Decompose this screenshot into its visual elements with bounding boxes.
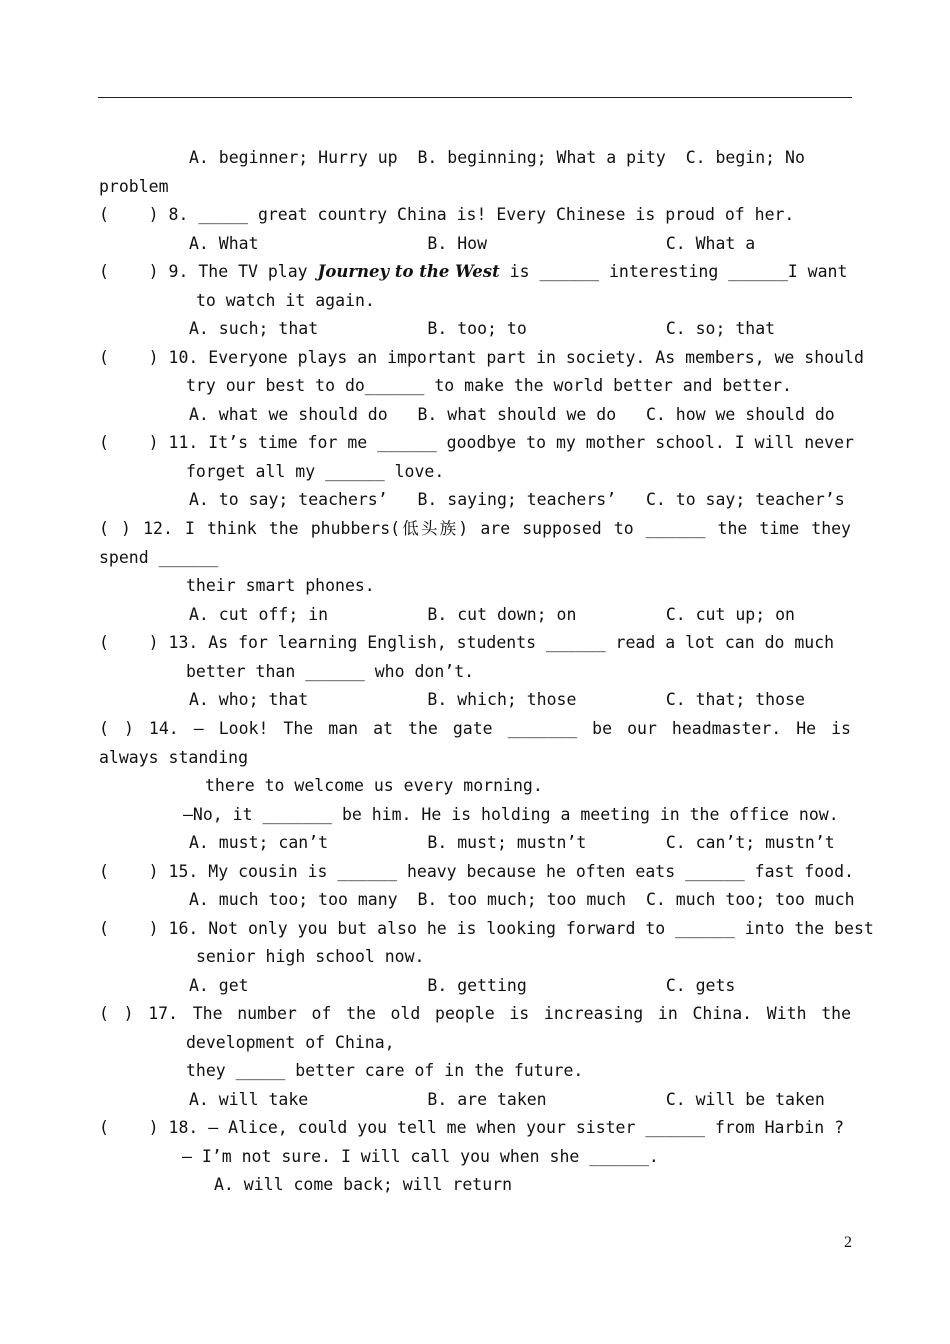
question-18: ( ) 18. — Alice, could you tell me when your sister ______ from Harbin ? bbox=[99, 1118, 845, 1137]
question-13-cont: better than ______ who don’t. bbox=[186, 662, 475, 681]
q18-option-a: A. will come back; will return bbox=[214, 1175, 513, 1194]
question-16: ( ) 16. Not only you but also he is looking forward to ______ into the best bbox=[99, 919, 874, 938]
question-17: ( ) 17. The number of the old people is increasing in China. With the bbox=[99, 1004, 851, 1023]
q11-options: A. to say; teachers’ B. saying; teachers’ C. to say; teacher’s bbox=[189, 490, 845, 509]
question-14-cont-2: there to welcome us every morning. bbox=[205, 776, 543, 795]
question-11-cont: forget all my ______ love. bbox=[186, 462, 445, 481]
question-10-cont: try our best to do______ to make the world better and better. bbox=[186, 376, 792, 395]
q7-options: A. beginner; Hurry up B. beginning; What a pity C. begin; No bbox=[189, 148, 805, 167]
question-9 bbox=[99, 262, 847, 282]
question-16-cont: senior high school now. bbox=[196, 947, 425, 966]
question-10: ( ) 10. Everyone plays an important part in society. As members, we should bbox=[99, 348, 864, 367]
question-12: ( ) 12. I think the phubbers(低头族) are supposed to ______ the time they bbox=[99, 519, 851, 538]
q14-options: A. must; can’t B. must; mustn’t C. can’t; mustn’t bbox=[189, 833, 835, 852]
q16-options: A. get B. getting C. gets bbox=[189, 976, 736, 995]
q12-options: A. cut off; in B. cut down; on C. cut up; on bbox=[189, 605, 795, 624]
question-14-reply: —No, it _______ be him. He is holding a meeting in the office now. bbox=[183, 805, 839, 824]
question-8: ( ) 8. _____ great country China is! Every Chinese is proud of her. bbox=[99, 205, 795, 224]
question-17-cont: development of China, bbox=[186, 1033, 395, 1052]
question-14: ( ) 14. — Look! The man at the gate _______ be our headmaster. He is bbox=[99, 719, 851, 738]
question-12-cont-2: their smart phones. bbox=[186, 576, 375, 595]
q10-options: A. what we should do B. what should we do C. how we should do bbox=[189, 405, 835, 424]
question-14-cont: always standing bbox=[99, 748, 249, 767]
q8-options: A. What B. How C. What a bbox=[189, 234, 756, 253]
q15-options: A. much too; too many B. too much; too much C. much too; too much bbox=[189, 890, 855, 909]
question-9-cont: to watch it again. bbox=[196, 291, 375, 310]
header-rule bbox=[98, 97, 852, 98]
q7-options-cont: problem bbox=[99, 177, 169, 196]
question-9-start: ( ) 9. The TV play bbox=[99, 262, 318, 281]
question-17-cont-2: they _____ better care of in the future. bbox=[186, 1061, 584, 1080]
q17-options: A. will take B. are taken C. will be taken bbox=[189, 1090, 825, 1109]
question-18-reply: — I’m not sure. I will call you when she ______. bbox=[182, 1147, 659, 1166]
play-title: Journey to the West bbox=[317, 262, 500, 281]
q9-options: A. such; that B. too; to C. so; that bbox=[189, 319, 776, 338]
question-9-end: is ______ interesting ______I want bbox=[499, 262, 848, 281]
question-15: ( ) 15. My cousin is ______ heavy because he often eats ______ fast food. bbox=[99, 862, 854, 881]
question-11: ( ) 11. It’s time for me ______ goodbye to my mother school. I will never bbox=[99, 433, 854, 452]
question-13: ( ) 13. As for learning English, students ______ read a lot can do much bbox=[99, 633, 835, 652]
q13-options: A. who; that B. which; those C. that; those bbox=[189, 690, 805, 709]
question-12-cont: spend ______ bbox=[99, 548, 219, 567]
page-number: 2 bbox=[844, 1234, 852, 1251]
